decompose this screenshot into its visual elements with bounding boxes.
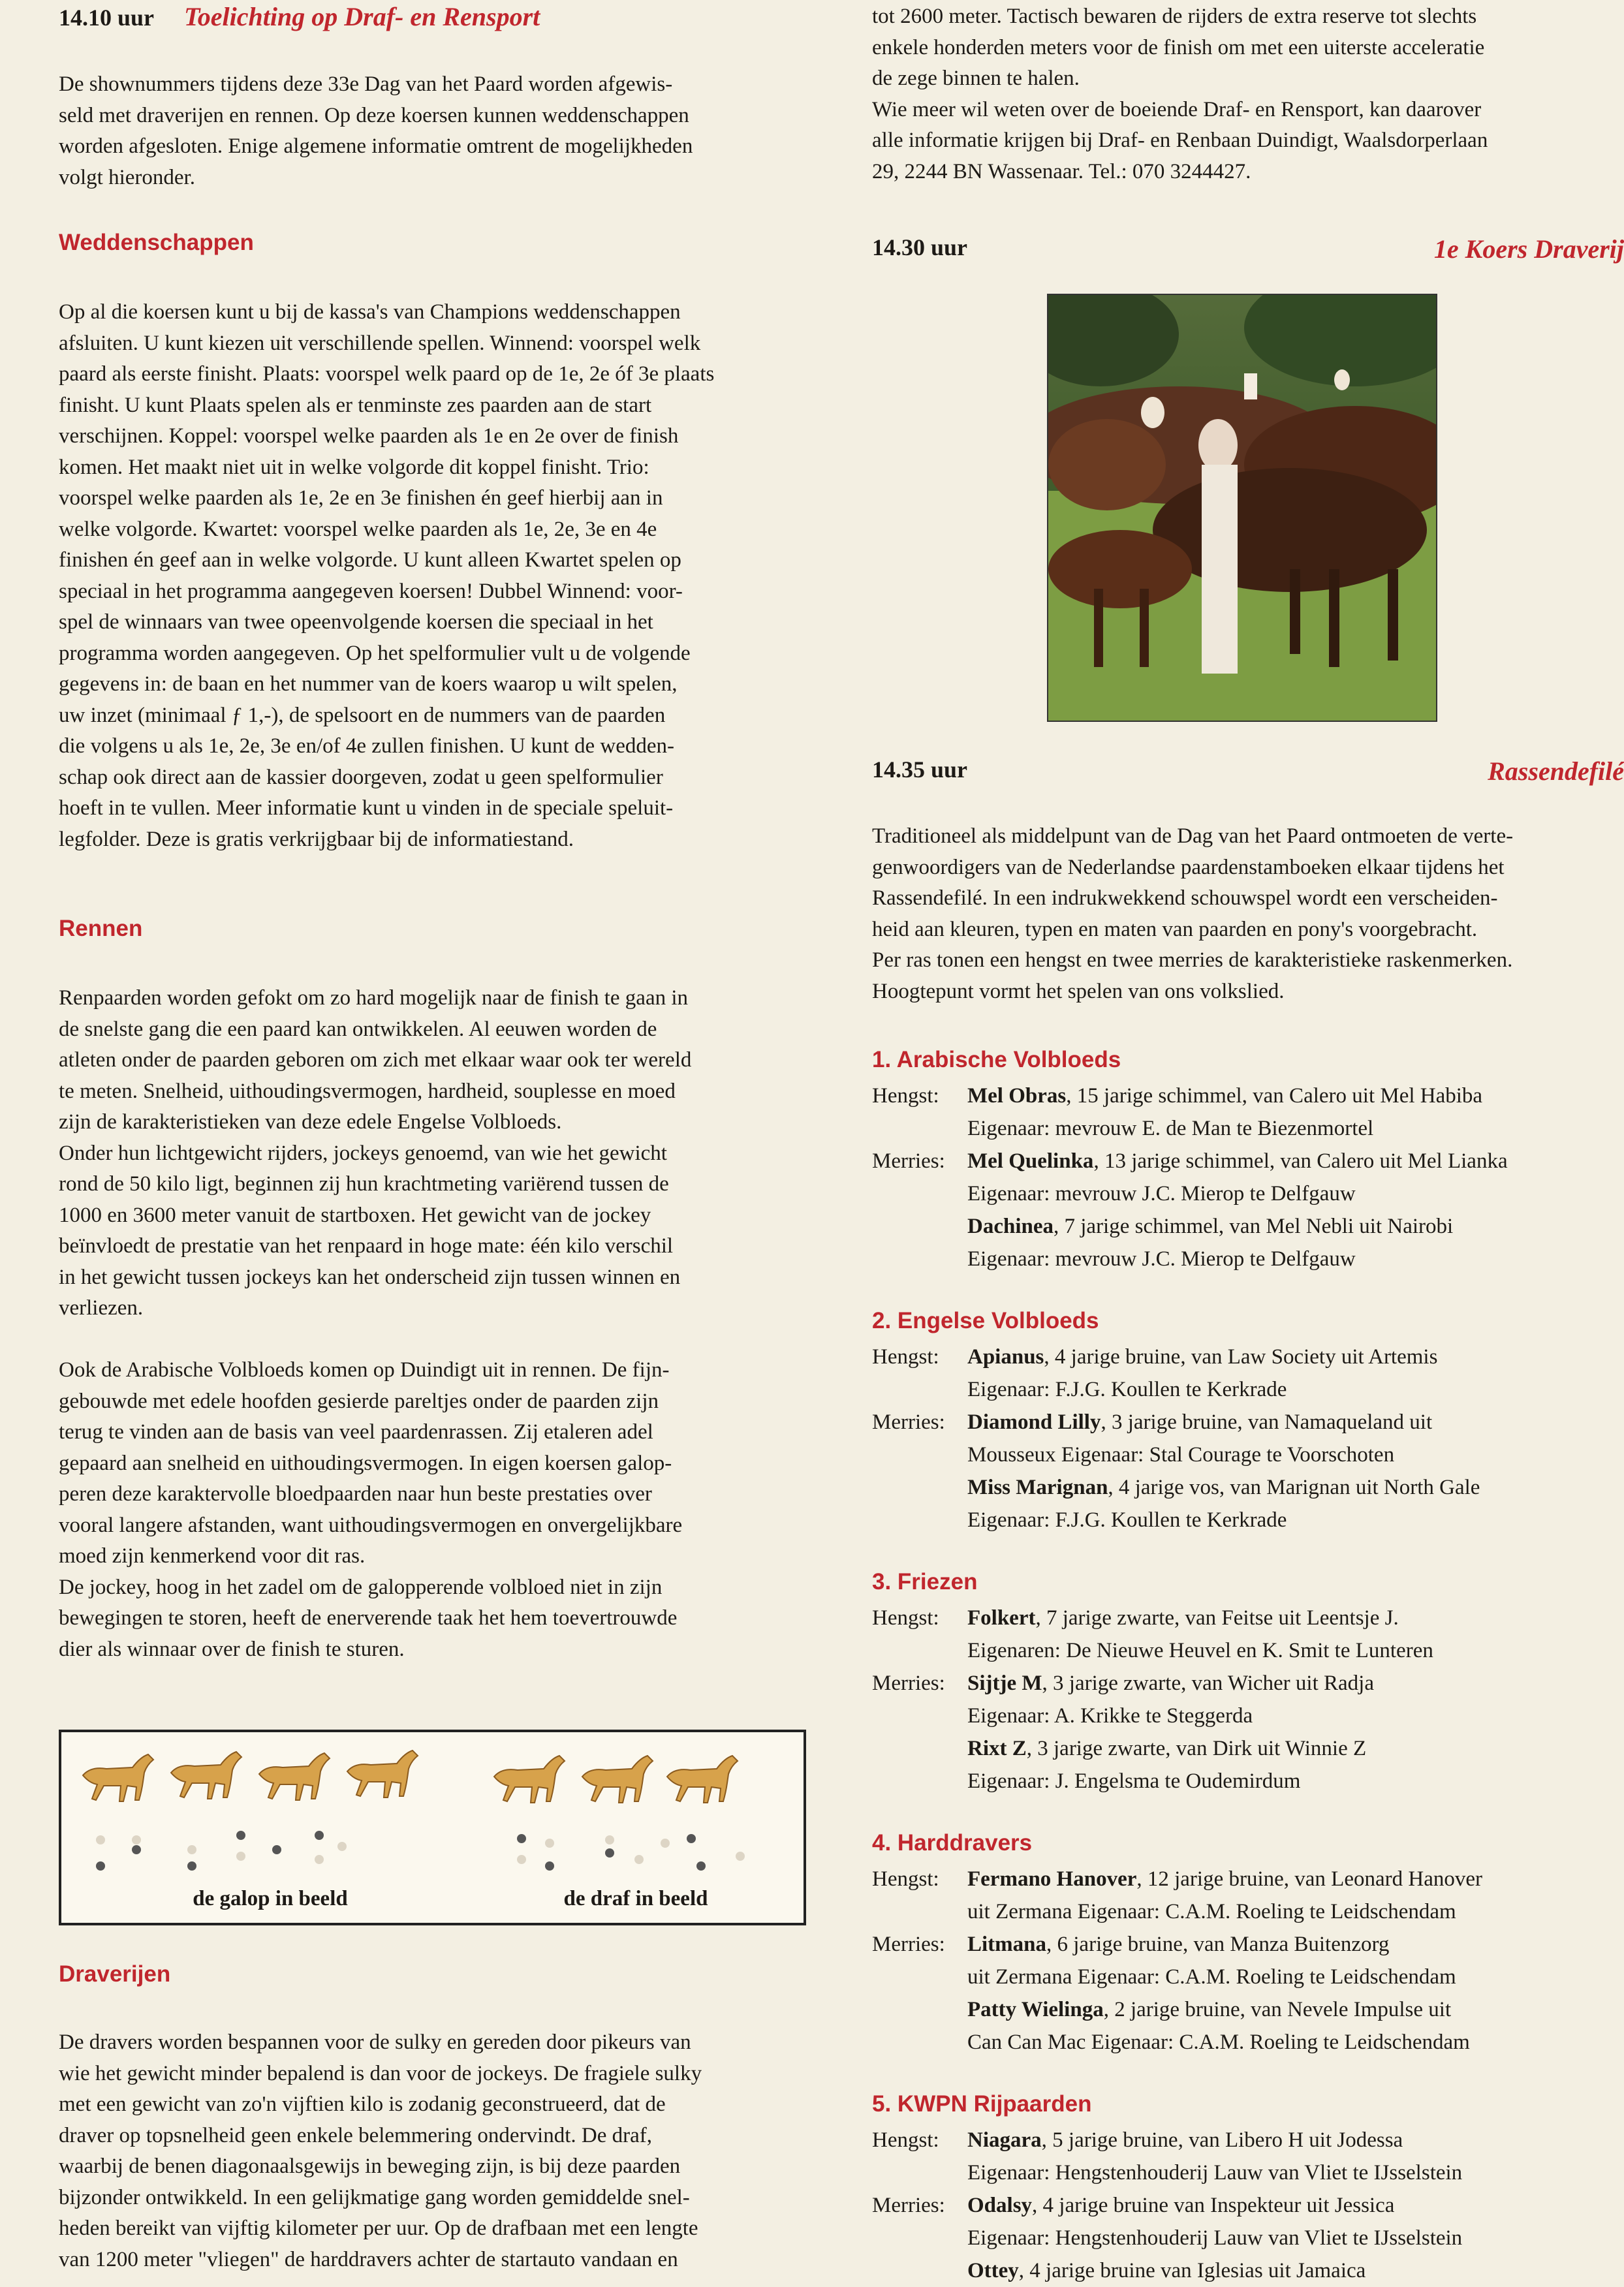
heading-weddenschappen: Weddenschappen — [59, 230, 254, 255]
breed-entry-row — [872, 1928, 1624, 1961]
section-header-1430 — [872, 234, 1624, 264]
text-line: de snelste gang die een paard kan ontwikkelen. Al eeuwen worden de — [59, 1017, 657, 1041]
heading-draverijen: Draverijen — [59, 1961, 171, 1987]
text-line: De jockey, hoog in het zadel om de galopperende volbloed niet in zijn — [59, 1575, 663, 1599]
section-title: 1e Koers Draverij — [1433, 234, 1624, 264]
horse-details: , 3 jarige zwarte, van Dirk uit Winnie Z — [1026, 1737, 1367, 1760]
section-title: Rassendefilé — [1488, 756, 1624, 786]
owner-details: Can Can Mac Eigenaar: C.A.M. Roeling te Leidschendam — [967, 2030, 1470, 2054]
gait-illustration — [59, 1730, 806, 1925]
draverijen-paragraph — [59, 2027, 809, 2275]
horse-name: Odalsy — [967, 2194, 1033, 2217]
text-line: finishen én geef aan in welke volgorde. U kunt alleen Kwartet spelen op — [59, 548, 681, 572]
role-label: Hengst: — [872, 1606, 939, 1630]
text-line: Rassendefilé. In een indrukwekkend schouwspel wordt een verscheiden- — [872, 886, 1498, 910]
breed-entry-row — [872, 1177, 1624, 1210]
breed-block-harddravers — [872, 1830, 1624, 2059]
text-line: 1000 en 3600 meter vanuit de startboxen. Het gewicht van de jockey — [59, 1203, 651, 1227]
text-line: Wie meer wil weten over de boeiende Draf- en Rensport, kan daarover — [872, 97, 1482, 121]
owner-details: Eigenaar: F.J.G. Koullen te Kerkrade — [967, 1378, 1287, 1401]
breed-entry-row — [872, 1602, 1624, 1634]
breed-entry-row — [872, 1993, 1624, 2026]
breed-heading: 4. Harddravers — [872, 1830, 1033, 1856]
breed-entry-row — [872, 2189, 1624, 2222]
breed-block-engelse — [872, 1308, 1624, 1536]
horse-details: , 4 jarige bruine van Iglesias uit Jamaica — [1018, 2259, 1366, 2282]
horse-name: Diamond Lilly — [967, 1410, 1101, 1434]
text-line: bewegingen te storen, heeft de enerverende taak het hem toevertrouwde — [59, 1606, 678, 1630]
role-label: Merries: — [872, 1149, 945, 1173]
horse-name: Fermano Hanover — [967, 1867, 1137, 1891]
owner-details: uit Zermana Eigenaar: C.A.M. Roeling te Leidschendam — [967, 1965, 1456, 1989]
heading-rennen: Rennen — [59, 916, 143, 941]
breed-block-kwpn — [872, 2091, 1624, 2287]
owner-details: Eigenaar: mevrouw J.C. Mierop te Delfgauw — [967, 1247, 1356, 1271]
horse-figure — [171, 1752, 242, 1799]
text-line: Op al die koersen kunt u bij de kassa's van Champions weddenschappen — [59, 300, 681, 324]
owner-details: Eigenaar: J. Engelsma te Oudemirdum — [967, 1769, 1301, 1793]
horse-details: , 6 jarige bruine, van Manza Buitenzorg — [1046, 1933, 1390, 1956]
text-line: uw inzet (minimaal ƒ 1,-), de spelsoort en de nummers van de paarden — [59, 703, 666, 727]
text-line: Traditioneel als middelpunt van de Dag van het Paard ontmoeten de verte- — [872, 824, 1514, 848]
horse-details: , 4 jarige bruine van Inspekteur uit Jessica — [1032, 2194, 1395, 2217]
horse-name: Miss Marignan — [967, 1476, 1108, 1499]
breed-entry-row — [872, 2124, 1624, 2156]
breed-entry-row — [872, 1341, 1624, 1373]
weddenschappen-paragraph — [59, 297, 809, 855]
horse-figure — [83, 1754, 153, 1801]
text-line: in het gewicht tussen jockeys kan het onderscheid zijn tussen winnen en — [59, 1265, 681, 1289]
time-label: 14.35 uur — [872, 756, 968, 783]
horse-name: Litmana — [967, 1933, 1047, 1956]
owner-details: uit Zermana Eigenaar: C.A.M. Roeling te Leidschendam — [967, 1900, 1456, 1923]
text-line: draver op topsnelheid geen enkele belemmering ondervindt. De draf, — [59, 2123, 652, 2147]
text-line: volgt hieronder. — [59, 165, 195, 189]
time-label: 14.30 uur — [872, 234, 968, 260]
horse-name: Mel Quelinka — [967, 1149, 1094, 1173]
text-line: tot 2600 meter. Tactisch bewaren de rijders de extra reserve tot slechts — [872, 5, 1477, 28]
breed-entry-row — [872, 1863, 1624, 1895]
breed-heading: 2. Engelse Volbloeds — [872, 1308, 1099, 1333]
text-line: gepaard aan snelheid en uithoudingsvermogen. In eigen koersen galop- — [59, 1451, 672, 1475]
text-line: De dravers worden bespannen voor de sulky en gereden door pikeurs van — [59, 2030, 691, 2054]
text-line: die volgens u als 1e, 2e, 3e en/of 4e zullen finishen. U kunt de wedden- — [59, 734, 674, 758]
breed-entry-row — [872, 1243, 1624, 1275]
horse-details: , 3 jarige bruine, van Namaqueland uit — [1101, 1410, 1433, 1434]
text-line: seld met draverijen en rennen. Op deze koersen kunnen weddenschappen — [59, 103, 689, 127]
owner-details: Eigenaar: A. Krikke te Steggerda — [967, 1704, 1253, 1728]
horse-name: Apianus — [967, 1345, 1044, 1369]
breed-entry-row — [872, 1667, 1624, 1700]
horse-name: Dachinea — [967, 1215, 1054, 1238]
breed-entry-row — [872, 1406, 1624, 1439]
text-line: atleten onder de paarden geboren om zich met elkaar waar ook ter wereld — [59, 1048, 692, 1072]
section-header-1435 — [872, 756, 1624, 786]
horse-figure — [582, 1756, 653, 1803]
owner-details: Eigenaar: F.J.G. Koullen te Kerkrade — [967, 1508, 1287, 1532]
text-line: verschijnen. Koppel: voorspel welke paarden als 1e en 2e over de finish — [59, 424, 679, 448]
text-line: welke volgorde. Kwartet: voorspel welke paarden als 1e, 2e, 3e en 4e — [59, 517, 657, 541]
owner-details: Eigenaren: De Nieuwe Heuvel en K. Smit te Lunteren — [967, 1639, 1433, 1662]
breed-entry-row — [872, 1895, 1624, 1928]
rassendefile-paragraph — [872, 821, 1624, 1007]
text-line: enkele honderden meters voor de finish om met een uiterste acceleratie — [872, 35, 1485, 59]
text-line: worden afgesloten. Enige algemene informatie omtrent de mogelijkheden — [59, 134, 693, 158]
text-line: rond de 50 kilo ligt, beginnen zij hun krachtmeting variërend tussen de — [59, 1172, 669, 1196]
text-line: vooral langere afstanden, want uithoudingsvermogen en onvergelijkbare — [59, 1513, 683, 1537]
section-title: Toelichting op Draf- en Rensport — [184, 2, 540, 31]
horse-figure — [259, 1753, 330, 1800]
breed-entry-row — [872, 1080, 1624, 1112]
breed-entry-row — [872, 1765, 1624, 1797]
text-line: beïnvloedt de prestatie van het renpaard in hoge mate: één kilo verschil — [59, 1234, 674, 1258]
role-label: Hengst: — [872, 1345, 939, 1369]
galop-caption: de galop in beeld — [193, 1887, 348, 1910]
breed-entry-row — [872, 1373, 1624, 1406]
breed-entry-row — [872, 2222, 1624, 2254]
horse-details: , 2 jarige bruine, van Nevele Impulse uit — [1103, 1998, 1452, 2021]
text-line: Renpaarden worden gefokt om zo hard mogelijk naar de finish te gaan in — [59, 986, 689, 1010]
text-line: te meten. Snelheid, uithoudingsvermogen, hardheid, souplesse en moed — [59, 1079, 676, 1103]
draf-caption: de draf in beeld — [563, 1887, 708, 1910]
horse-name: Rixt Z — [967, 1737, 1027, 1760]
horse-name: Ottey — [967, 2259, 1019, 2282]
breed-entry-row — [872, 1210, 1624, 1243]
horse-details: , 13 jarige schimmel, van Calero uit Mel Lianka — [1093, 1149, 1508, 1173]
text-line: Ook de Arabische Volbloeds komen op Duindigt uit in rennen. De fijn- — [59, 1358, 670, 1382]
role-label: Hengst: — [872, 2128, 939, 2152]
text-line: gegevens in: de baan en het nummer van de koers waarop u wilt spelen, — [59, 672, 678, 696]
breed-entry-row — [872, 1634, 1624, 1667]
breed-entry-row — [872, 1112, 1624, 1145]
time-label: 14.10 uur — [59, 5, 155, 31]
horse-details: , 7 jarige zwarte, van Feitse uit Leentsje J. — [1035, 1606, 1399, 1630]
horse-details: , 7 jarige schimmel, van Mel Nebli uit Nairobi — [1054, 1215, 1454, 1238]
text-line: schap ook direct aan de kassier doorgeven, zodat u geen spelformulier — [59, 765, 663, 789]
breed-entry-row — [872, 1961, 1624, 1993]
breed-entry-row — [872, 2026, 1624, 2059]
role-label: Hengst: — [872, 1867, 939, 1891]
owner-details: Eigenaar: mevrouw J.C. Mierop te Delfgauw — [967, 1182, 1356, 1206]
breed-entry-row — [872, 2156, 1624, 2189]
section-header-1410 — [59, 1, 540, 32]
horse-details: , 3 jarige zwarte, van Wicher uit Radja — [1042, 1672, 1374, 1695]
text-line: van 1200 meter "vliegen" de harddravers achter de startauto vandaan en — [59, 2247, 678, 2271]
text-line: 29, 2244 BN Wassenaar. Tel.: 070 3244427. — [872, 159, 1251, 183]
text-line: speciaal in het programma aangegeven koersen! Dubbel Winnend: voor- — [59, 579, 683, 603]
text-line: finisht. U kunt Plaats spelen als er tenminste zes paarden aan de start — [59, 393, 652, 417]
horse-name: Patty Wielinga — [967, 1998, 1104, 2021]
text-line: terug te vinden aan de basis van veel paardenrassen. Zij etaleren adel — [59, 1420, 653, 1444]
text-line: komen. Het maakt niet uit in welke volgorde dit koppel finisht. Trio: — [59, 455, 649, 479]
text-line: peren deze karaktervolle bloedpaarden naar hun beste prestaties over — [59, 1482, 652, 1506]
text-line: Hoogtepunt vormt het spelen van ons volkslied. — [872, 979, 1285, 1003]
text-line: alle informatie krijgen bij Draf- en Renbaan Duindigt, Waalsdorperlaan — [872, 129, 1488, 152]
horse-figure — [667, 1756, 738, 1803]
rennen-paragraph — [59, 983, 809, 1665]
role-label: Merries: — [872, 1933, 945, 1956]
horse-figure — [494, 1756, 565, 1803]
breed-entry-row — [872, 1504, 1624, 1536]
text-line: Per ras tonen een hengst en twee merries de karakteristieke raskenmerken. — [872, 948, 1513, 972]
breed-block-arabische — [872, 1047, 1624, 1275]
horses-photo-art — [1048, 295, 1436, 721]
text-line: heden bereikt van vijftig kilometer per uur. Op de drafbaan met een lengte — [59, 2217, 698, 2240]
text-line: hoeft in te vullen. Meer informatie kunt u vinden in de speciale speluit- — [59, 796, 674, 820]
text-line: waarbij de benen diagonaalsgewijs in beweging zijn, is bij deze paarden — [59, 2155, 681, 2178]
owner-details: Eigenaar: Hengstenhouderij Lauw van Vliet te IJsselstein — [967, 2226, 1463, 2250]
text-line: paard als eerste finisht. Plaats: voorspel welk paard op de 1e, 2e óf 3e plaats — [59, 362, 715, 386]
horse-details: , 4 jarige vos, van Marignan uit North Gale — [1108, 1476, 1480, 1499]
breed-entry-row — [872, 1471, 1624, 1504]
breed-entry-row — [872, 1700, 1624, 1732]
text-line: heid aan kleuren, typen en maten van paarden en pony's voorgebracht. — [872, 917, 1478, 941]
owner-details: Mousseux Eigenaar: Stal Courage te Voorschoten — [967, 1443, 1395, 1467]
horse-details: , 12 jarige bruine, van Leonard Hanover — [1136, 1867, 1482, 1891]
text-line: moed zijn kenmerkend voor dit ras. — [59, 1544, 366, 1568]
text-line: bijzonder ontwikkeld. In een gelijkmatige gang worden gemiddelde snel- — [59, 2185, 690, 2209]
text-line: voorspel welke paarden als 1e, 2e en 3e finishen én geef hierbij aan in — [59, 486, 663, 510]
role-label: Merries: — [872, 1410, 945, 1434]
text-line: zijn de karakteristieken van deze edele Engelse Volbloeds. — [59, 1110, 562, 1134]
horse-figure — [347, 1750, 418, 1797]
horse-details: , 5 jarige bruine, van Libero H uit Jodessa — [1041, 2128, 1403, 2152]
horse-name: Folkert — [967, 1606, 1036, 1630]
owner-details: Eigenaar: Hengstenhouderij Lauw van Vliet te IJsselstein — [967, 2161, 1463, 2185]
text-line: afsluiten. U kunt kiezen uit verschillende spellen. Winnend: voorspel welk — [59, 331, 701, 355]
breed-heading: 5. KWPN Rijpaarden — [872, 2091, 1092, 2117]
text-line: Onder hun lichtgewicht rijders, jockeys genoemd, van wie het gewicht — [59, 1141, 667, 1165]
text-line: met een gewicht van zo'n vijftien kilo is zodanig geconstrueerd, dat de — [59, 2093, 666, 2116]
continuation-paragraph — [872, 1, 1624, 187]
text-line: wie het gewicht minder bepalend is dan voor de jockeys. De fragiele sulky — [59, 2061, 702, 2085]
breed-heading: 3. Friezen — [872, 1569, 978, 1595]
horses-photo — [1047, 294, 1437, 722]
horse-details: , 15 jarige schimmel, van Calero uit Mel Habiba — [1066, 1084, 1483, 1108]
horse-name: Mel Obras — [967, 1084, 1067, 1108]
breed-entry-row — [872, 1732, 1624, 1765]
role-label: Merries: — [872, 2194, 945, 2217]
text-line: verliezen. — [59, 1296, 144, 1320]
text-line: gebouwde met edele hoofden gesierde pareltjes onder de paarden zijn — [59, 1389, 659, 1413]
breed-entry-row — [872, 2254, 1624, 2287]
text-line: legfolder. Deze is gratis verkrijgbaar bij de informatiestand. — [59, 827, 574, 851]
owner-details: Eigenaar: mevrouw E. de Man te Biezenmortel — [967, 1117, 1374, 1140]
intro-paragraph — [59, 69, 809, 193]
breed-heading: 1. Arabische Volbloeds — [872, 1047, 1121, 1072]
text-line: programma worden aangegeven. Op het spelformulier vult u de volgende — [59, 641, 691, 665]
breed-block-friezen — [872, 1569, 1624, 1797]
text-line: genwoordigers van de Nederlandse paardenstamboeken elkaar tijdens het — [872, 855, 1505, 879]
text-line: spel de winnaars van twee opeenvolgende koersen die speciaal in het — [59, 610, 653, 634]
horse-details: , 4 jarige bruine, van Law Society uit Artemis — [1044, 1345, 1438, 1369]
horse-name: Niagara — [967, 2128, 1042, 2152]
role-label: Hengst: — [872, 1084, 939, 1108]
horse-name: Sijtje M — [967, 1672, 1042, 1695]
breed-entry-row — [872, 1439, 1624, 1471]
text-line: dier als winnaar over de finish te sturen. — [59, 1637, 405, 1661]
text-line: De shownummers tijdens deze 33e Dag van het Paard worden afgewis- — [59, 72, 673, 96]
breed-entry-row — [872, 1145, 1624, 1177]
text-line: de zege binnen te halen. — [872, 67, 1080, 90]
role-label: Merries: — [872, 1672, 945, 1695]
